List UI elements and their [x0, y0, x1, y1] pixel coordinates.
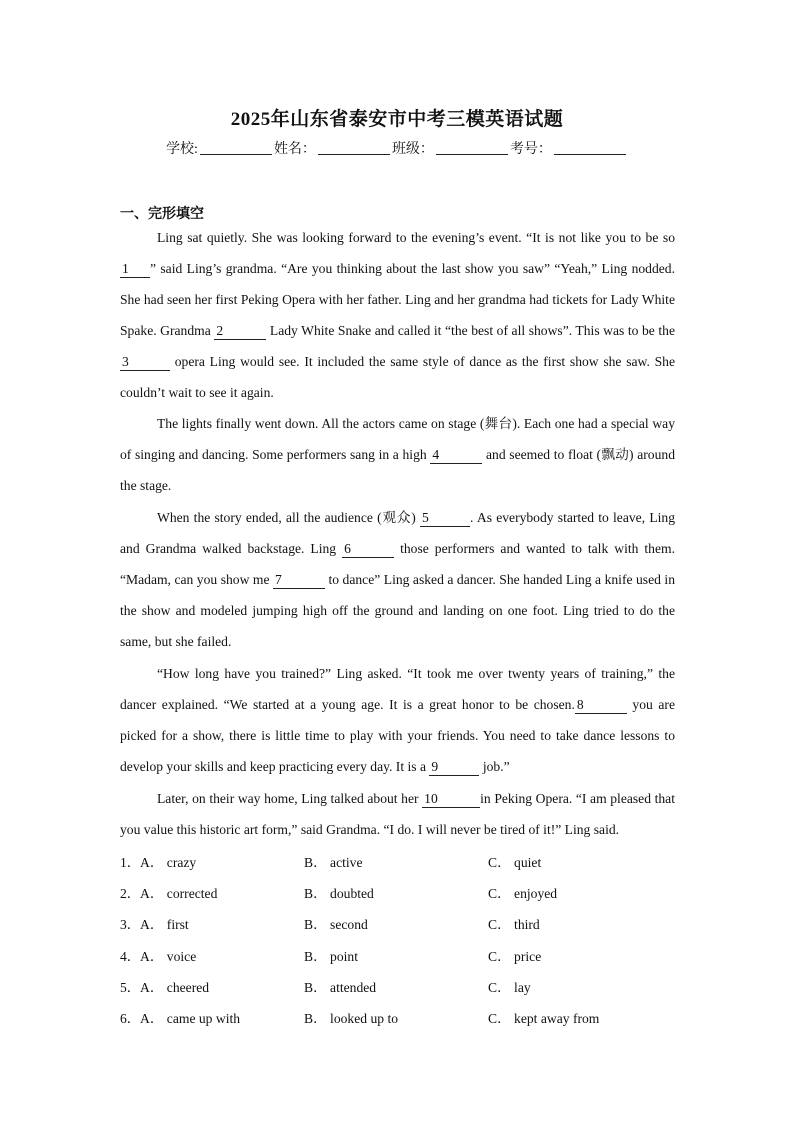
passage-text: “How long have you trained?” Ling asked. “It took me over twenty years of training,” the dancer explained. “We started at a young age. It is a great honor to be chosen. — [120, 666, 675, 712]
passage-paragraph-5 — [120, 783, 675, 845]
option-c[interactable]: C． quiet — [488, 855, 542, 870]
option-row-3 — [120, 907, 720, 938]
exam-number-label: 考号： — [509, 142, 552, 157]
option-a[interactable]: A． crazy — [140, 855, 197, 870]
option-b[interactable]: B． second — [304, 917, 368, 933]
blank-1: 1 — [120, 261, 150, 278]
option-a[interactable]: A． corrected — [140, 886, 218, 902]
passage-text: in Peking Opera. “I am pleased that you value this historic art form,” said Grandma. “I do. I will never be tired of it!” Ling said. — [120, 791, 675, 837]
student-info-line — [0, 138, 794, 158]
option-row-5 — [120, 970, 720, 1001]
passage-text: you are picked for a show, there is little time to play with your friends. You need to take dance lessons to develop your skills and keep practicing every day. It is a — [120, 697, 675, 774]
passage-text: Ling sat quietly. She was looking forward to the evening’s event. “It is not like you to be so — [157, 230, 675, 245]
blank-2: 2 — [214, 323, 266, 340]
option-row-1 — [120, 845, 720, 876]
passage-text: Later, on their way home, Ling talked about her — [157, 791, 423, 806]
blank-9: 9 — [429, 759, 479, 776]
blank-6: 6 — [342, 541, 394, 558]
question-number: 6． — [120, 1010, 141, 1026]
option-a[interactable]: A． cheered — [140, 979, 210, 995]
passage-text: Lady White Snake and called it “the best of all shows”. This was to be the — [266, 323, 675, 338]
page-title: 2025年山东省泰安市中考三模英语试题 — [230, 109, 564, 130]
question-number: 4． — [120, 948, 141, 964]
school-label: 学校: — [166, 142, 198, 157]
passage-paragraph-4 — [120, 658, 675, 782]
class-label: 班级： — [391, 142, 434, 157]
question-number: 1． — [120, 855, 141, 870]
exam-number-field[interactable] — [554, 140, 626, 155]
option-a[interactable]: A． voice — [140, 948, 197, 964]
passage-text: ” said Ling’s grandma. “Are you thinking about the last show you saw” “Yeah,” Ling nodded. She had seen her first Peking Opera with her father. Ling and her grandma had tickets for Lady White Spake. Grandma — [120, 261, 675, 338]
option-b[interactable]: B． active — [304, 855, 363, 870]
option-c[interactable]: C． kept away from — [488, 1010, 600, 1026]
passage-text: job.” — [479, 759, 510, 774]
question-number: 3． — [120, 917, 141, 933]
option-row-2 — [120, 876, 720, 907]
passage-text: to dance” Ling asked a dancer. She handed Ling a knife used in the show and modeled jumping high off the ground and landing on one foot. Ling tried to do the same, but she failed. — [120, 572, 675, 649]
passage-paragraph-2 — [120, 408, 675, 501]
passage-paragraph-3 — [120, 502, 675, 657]
passage-text: . As everybody started to leave, Ling and Grandma walked backstage. Ling — [120, 510, 675, 556]
blank-8: 8 — [575, 697, 627, 714]
name-field[interactable] — [318, 140, 390, 155]
option-b[interactable]: B． doubted — [304, 886, 374, 902]
option-b[interactable]: B． attended — [304, 979, 377, 995]
name-label: 姓名： — [273, 142, 316, 157]
blank-7: 7 — [273, 572, 325, 589]
blank-3: 3 — [120, 354, 170, 371]
option-c[interactable]: C． enjoyed — [488, 886, 558, 902]
question-number: 2． — [120, 886, 141, 902]
option-a[interactable]: A． first — [140, 917, 189, 933]
option-c[interactable]: C． lay — [488, 979, 531, 995]
option-a[interactable]: A． came up with — [140, 1010, 241, 1026]
option-b[interactable]: B． point — [304, 948, 359, 964]
option-b[interactable]: B． looked up to — [304, 1010, 399, 1026]
option-row-6 — [120, 1001, 720, 1032]
answer-options — [120, 845, 720, 1032]
option-row-4 — [120, 939, 720, 970]
passage-text: those performers and wanted to talk with them. “Madam, can you show me — [120, 541, 675, 587]
section-heading: 一、完形填空 — [120, 207, 204, 222]
option-c[interactable]: C． third — [488, 917, 540, 933]
blank-4: 4 — [430, 447, 482, 464]
class-field[interactable] — [436, 140, 508, 155]
blank-10: 10 — [422, 791, 480, 808]
school-field[interactable] — [200, 140, 272, 155]
option-c[interactable]: C． price — [488, 948, 542, 964]
passage-text: When the story ended, all the audience (观众) — [157, 510, 421, 525]
passage-text: opera Ling would see. It included the same style of dance as the first show she saw. She couldn’t wait to see it again. — [120, 354, 675, 400]
question-number: 5． — [120, 979, 141, 995]
passage-text: and seemed to float (飘动) around the stage. — [120, 447, 675, 493]
blank-5: 5 — [420, 510, 470, 527]
passage-paragraph-1 — [120, 222, 675, 408]
passage-text: The lights finally went down. All the actors came on stage (舞台). Each one had a special way of singing and dancing. Some performers sang in a high — [120, 416, 675, 462]
